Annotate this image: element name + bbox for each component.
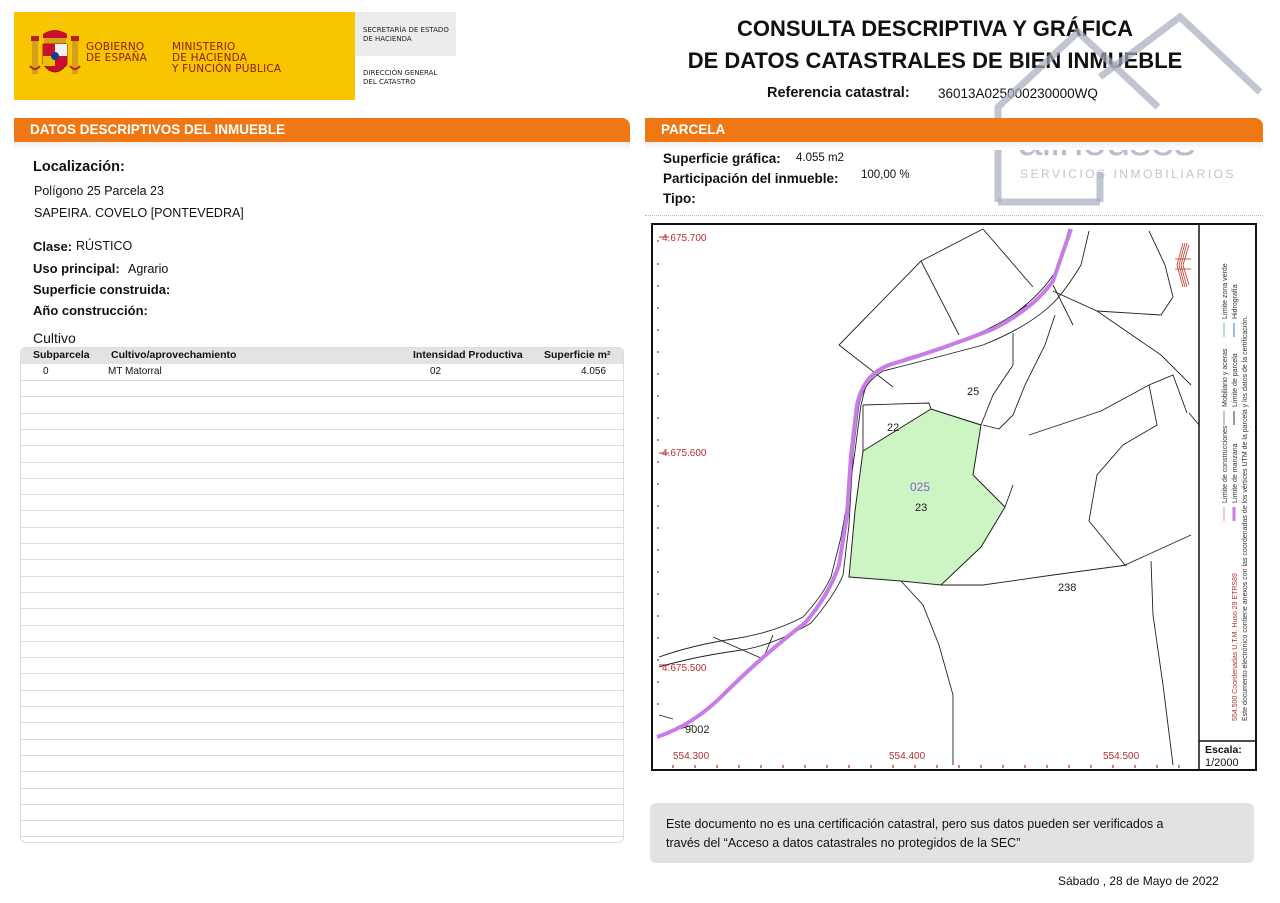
- table-row-line: [21, 755, 623, 756]
- table-row-line: [21, 543, 623, 544]
- table-row-line: [21, 625, 623, 626]
- table-row-line: [21, 478, 623, 479]
- legend-manzana: Límite de manzana: [1232, 443, 1239, 503]
- section-header-parcela: PARCELA: [645, 118, 1263, 142]
- parcel-label-9002: 9002: [685, 724, 710, 736]
- table-row-line: [21, 788, 623, 789]
- th-superficie: Superficie m²: [544, 349, 611, 361]
- section-header-shadow: [14, 142, 630, 150]
- uso-label: Uso principal:: [33, 261, 120, 276]
- parcel-label-25: 25: [967, 386, 980, 398]
- th-subparcela: Subparcela: [33, 349, 90, 361]
- legend-coords-note: 554.500 Coordenadas U.T.M. Huso 29 ETRS89: [1232, 573, 1239, 721]
- table-row-line: [21, 673, 623, 674]
- th-cultivo: Cultivo/aprovechamiento: [111, 349, 237, 361]
- table-row-line: [21, 592, 623, 593]
- table-cell-cultivo: MT Matorral: [108, 366, 162, 377]
- tipo-label: Tipo:: [663, 191, 696, 206]
- table-row-line: [21, 820, 623, 821]
- localizacion-line2: SAPEIRA. COVELO [PONTEVEDRA]: [34, 206, 244, 220]
- clase-label: Clase:: [33, 239, 73, 254]
- table-row-line: [21, 706, 623, 707]
- localizacion-line1: Polígono 25 Parcela 23: [34, 184, 164, 198]
- legend-construcciones: Límite de construcciones: [1222, 425, 1229, 503]
- th-intensidad: Intensidad Productiva: [413, 349, 523, 361]
- anio-construccion-label: Año construcción:: [33, 303, 148, 318]
- table-row-line: [21, 510, 623, 511]
- uso-value: Agrario: [128, 262, 169, 276]
- table-row-line: [21, 608, 623, 609]
- participacion-label: Participación del inmueble:: [663, 171, 839, 186]
- parcel-23-highlight: [849, 409, 1005, 585]
- table-row-line: [21, 413, 623, 414]
- y-label-2: 4.675.600: [662, 448, 707, 459]
- legend-hidrografia: Hidrografía: [1232, 284, 1239, 319]
- note-line-1: Este documento no es una certificación catastral, pero sus datos pueden ser verificados a: [666, 817, 1164, 831]
- table-row-line: [21, 690, 623, 691]
- legend-zona-verde: Límite zona verde: [1222, 263, 1229, 319]
- x-label-3: 554.500: [1103, 751, 1140, 762]
- divider: [645, 215, 1263, 217]
- parcel-label-025: 025: [910, 480, 931, 494]
- superficie-grafica-value: 4.055 m2: [796, 152, 844, 164]
- table-row-line: [21, 722, 623, 723]
- direccion-general-text: DIRECCIÓN GENERAL DEL CATASTRO: [363, 69, 438, 86]
- legend-parcela: Límite de parcela: [1232, 353, 1239, 407]
- gobierno-text: GOBIERNO DE ESPAÑA: [86, 41, 148, 64]
- secretaria-text: SECRETARÍA DE ESTADO DE HACIENDA: [363, 26, 449, 43]
- section-header-inmueble: DATOS DESCRIPTIVOS DEL INMUEBLE: [14, 118, 630, 142]
- ministerio-text: MINISTERIO DE HACIENDA Y FUNCIÓN PÚBLICA: [172, 41, 282, 75]
- legend-doc-note: Este documento electrónico contiene anexos con las coordenadas de los vértices UTM de la parcela y los datos de la certificación.: [1242, 315, 1249, 721]
- document-date: Sábado , 28 de Mayo de 2022: [1058, 874, 1219, 888]
- ref-catastral-value: 36013A025000230000WQ: [938, 86, 1098, 101]
- scale-label: Escala:: [1205, 744, 1242, 756]
- table-row-line: [21, 771, 623, 772]
- table-row-line: [21, 396, 623, 397]
- table-row-line: [21, 804, 623, 805]
- table-cell-subparcela: 0: [43, 366, 49, 377]
- cultivo-title: Cultivo: [33, 330, 76, 346]
- cadastral-map[interactable]: [651, 223, 1257, 771]
- clase-value: RÚSTICO: [76, 239, 133, 253]
- x-label-2: 554.400: [889, 751, 926, 762]
- superficie-grafica-label: Superficie gráfica:: [663, 151, 781, 166]
- legend-mobiliario: Mobiliario y aceras: [1222, 348, 1229, 407]
- table-row-line: [21, 527, 623, 528]
- parcel-label-238: 238: [1058, 582, 1077, 594]
- coat-of-arms-icon: [26, 26, 84, 84]
- parcel-label-22: 22: [887, 422, 900, 434]
- table-cell-superficie: 4.056: [581, 366, 607, 377]
- north-arrow-icon: [1175, 243, 1191, 287]
- y-label-3: 4.675.500: [662, 663, 707, 674]
- note-line-2: través del “Acceso a datos catastrales no protegidos de la SEC”: [666, 836, 1021, 850]
- participacion-value: 100,00 %: [861, 169, 910, 181]
- table-row-line: [21, 445, 623, 446]
- y-label-1: 4.675.700: [662, 233, 707, 244]
- localizacion-label: Localización:: [33, 159, 125, 175]
- parcel-label-23: 23: [915, 502, 928, 514]
- section-header-shadow: [645, 142, 1263, 150]
- table-row-line: [21, 429, 623, 430]
- table-row-line: [21, 462, 623, 463]
- table-row-line: [21, 380, 623, 381]
- cultivo-table: [20, 347, 624, 843]
- table-row-line: [21, 559, 623, 560]
- ref-catastral-label: Referencia catastral:: [767, 85, 910, 101]
- table-row-line: [21, 576, 623, 577]
- table-row-line: [21, 836, 623, 837]
- verification-note: [650, 803, 1254, 863]
- table-cell-intensidad: 02: [430, 366, 442, 377]
- page-title: CONSULTA DESCRIPTIVA Y GRÁFICA DE DATOS CATASTRALES DE BIEN INMUEBLE: [687, 16, 1183, 73]
- watermark-tagline: SERVICIOS INMOBILIARIOS: [1020, 167, 1236, 181]
- x-label-1: 554.300: [673, 751, 710, 762]
- table-row-line: [21, 641, 623, 642]
- table-row-line: [21, 739, 623, 740]
- superficie-construida-label: Superficie construida:: [33, 282, 171, 297]
- table-row-line: [21, 657, 623, 658]
- scale-value: 1/2000: [1205, 757, 1239, 769]
- table-row-line: [21, 494, 623, 495]
